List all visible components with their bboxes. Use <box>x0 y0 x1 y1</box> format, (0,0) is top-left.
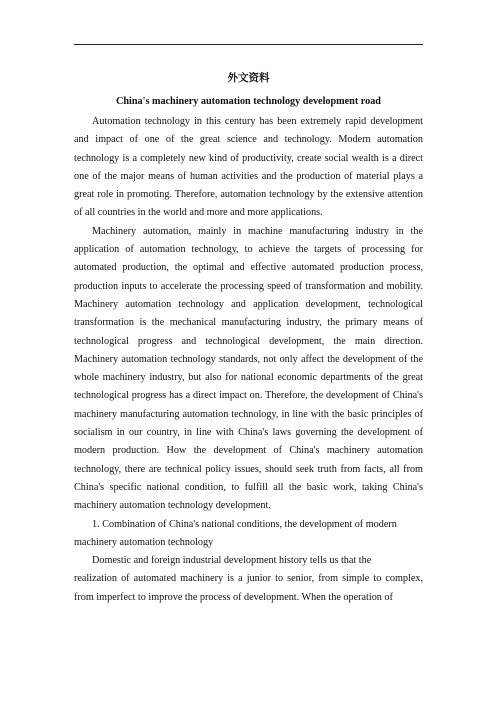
document-body <box>74 70 423 607</box>
paragraph-intro: Automation technology in this century has been extremely rapid development and impact of one of the great science and technology. Modern automation technology is a completely new kind of productivity, create social wealth is a direct one of the major means of human activities and the production of material plays a great role in promoting. Therefore, automation technology by the extensive attention of all countries in the world and more and more applications. <box>74 116 423 219</box>
document-title: China's machinery automation technology development road <box>116 96 381 107</box>
paragraph-history-line: Domestic and foreign industrial development history tells us that the <box>92 555 372 567</box>
paragraph-machinery-automation: Machinery automation, mainly in machine manufacturing industry in the application of automation technology, to achieve the targets of processing for automated production, the optimal and effective automated production process, production inputs to accelerate the processing speed of transformation and mobility. Machinery automation technology and application development, technological transformation is the mechanical manufacturing industry, the primary means of technological progress and technological development, the main direction. Machinery automation technology standards, not only affect the development of the whole machinery industry, but also for national economic departments of the great technological progress has a direct impact on. Therefore, the development of China's machinery manufacturing automation technology, in line with the basic principles of socialism in our country, in line with China's laws governing the development of modern production. How the development of China's machinery automation technology, there are technical policy issues, should seek truth from facts, all from China's specific national condition, to fulfill all the basic work, taking China's machinery automation technology development. <box>74 225 423 512</box>
paragraph-realization: realization of automated machinery is a junior to senior, from simple to complex, from imperfect to improve the process of development. When the operation of <box>74 573 423 603</box>
section-heading: 外文资料 <box>227 72 270 84</box>
header-rule <box>74 44 423 45</box>
paragraph-section-1-heading: 1. Combination of China's national conditions, the development of modern machinery automation technology <box>74 518 397 548</box>
